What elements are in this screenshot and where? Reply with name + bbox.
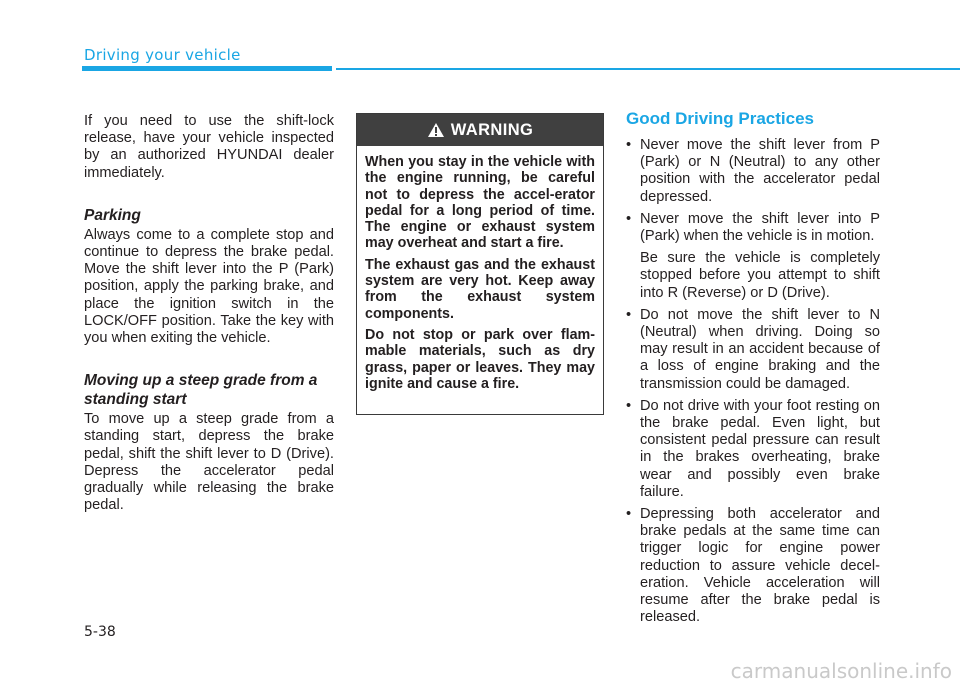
warning-body — [357, 146, 603, 392]
section-title: Driving your vehicle — [84, 46, 241, 64]
watermark-link[interactable]: carmanualsonline.info — [730, 659, 952, 683]
warning-paragraph: When you stay in the vehicle with the engine running, be careful not to depress the accel-erator pedal for a long period of time. The engine or exhaust system may overheat and start a fire. — [365, 154, 595, 252]
list-item — [626, 137, 880, 206]
intro-paragraph: If you need to use the shift-lock release, have your vehicle inspected by an authorized HYUNDAI dealer immediately. — [84, 113, 334, 181]
page-number: 5-38 — [84, 624, 116, 640]
parking-heading: Parking — [84, 206, 141, 224]
header-rule-thick — [82, 66, 332, 71]
bullet-icon: • — [626, 137, 632, 153]
steep-grade-heading: Moving up a steep grade from a standing start — [84, 372, 318, 409]
bullet-icon: • — [626, 506, 632, 523]
list-item — [626, 506, 880, 626]
list-item — [626, 307, 880, 393]
list-item — [626, 398, 880, 501]
parking-paragraph: Always come to a complete stop and continue to depress the brake pedal. Move the shift lever into the P (Park) position, apply the parking brake, and place the ignition switch in the LOCK/OFF position. Take the key with you when exiting the vehicle. — [84, 226, 334, 347]
warning-label: WARNING — [450, 120, 534, 139]
left-column — [84, 113, 334, 531]
list-item-text: Do not drive with your foot resting on the brake pedal. Even light, but consistent pedal pressure can result in the brakes overheating, brake wear and possibly even brake failure. — [640, 397, 880, 500]
bullet-icon: • — [626, 397, 632, 414]
list-item-text: Do not move the shift lever to N (Neutral) when driving. Doing so may result in an accident because of a loss of engine braking and the transmission could be damaged. — [640, 306, 880, 392]
good-driving-heading: Good Driving Practices — [626, 109, 814, 128]
bullet-icon: • — [626, 306, 632, 323]
warning-triangle-icon — [427, 122, 445, 138]
good-driving-list — [626, 137, 880, 626]
warning-paragraph: The exhaust gas and the exhaust system are very hot. Keep away from the exhaust system components. — [365, 256, 595, 322]
warning-box — [356, 113, 604, 415]
warning-paragraph: Do not stop or park over flam-mable materials, such as dry grass, paper or leaves. They may ignite and cause a fire. — [365, 326, 595, 392]
steep-grade-paragraph: To move up a steep grade from a standing start, depress the brake pedal, shift the shift lever to D (Drive). Depress the accelerator pedal gradually while releasing the brake pedal. — [84, 411, 334, 514]
list-item — [626, 211, 880, 302]
header-rule-thin — [336, 68, 960, 70]
right-column — [626, 109, 880, 631]
list-item-subtext: Be sure the vehicle is completely stopped before you attempt to shift into R (Reverse) or D (Drive). — [640, 250, 880, 301]
list-item-text: Depressing both accelerator and brake pedals at the same time can trigger logic for engine power reduction to assure vehicle decel-eration. Vehicle acceleration will resume after the brake pedal is released. — [640, 506, 880, 626]
bullet-icon: • — [626, 210, 632, 227]
list-item-text: Never move the shift lever from P (Park) or N (Neutral) to any other position with the accelerator pedal depressed. — [640, 137, 880, 205]
list-item-text: Never move the shift lever into P (Park) when the vehicle is in motion. — [640, 210, 880, 245]
warning-header — [357, 114, 603, 146]
